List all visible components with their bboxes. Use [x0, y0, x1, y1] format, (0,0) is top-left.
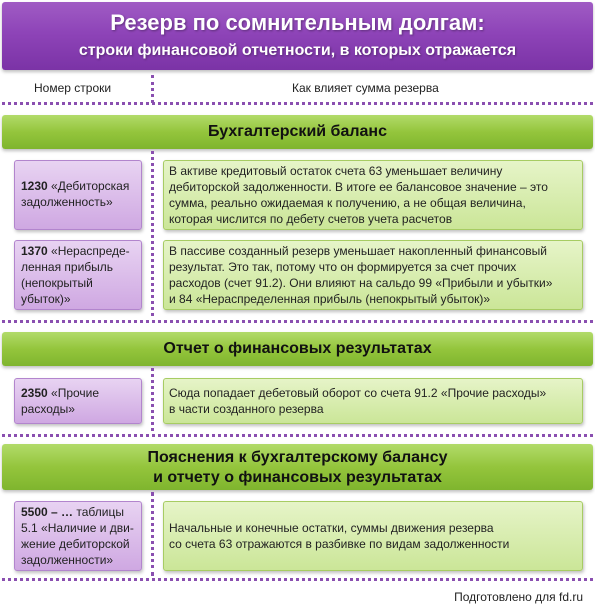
- header-banner: [2, 2, 593, 70]
- description-line: результат. Это так, потому что он формируется за счет прочих: [169, 260, 517, 274]
- description-line: которая числится по дебету счетов учета расчетов: [169, 212, 453, 226]
- effect-description-1370: [163, 240, 583, 310]
- line-name: «Прочие: [51, 386, 100, 400]
- description-line: и 84 «Нераспределенная прибыль (непокрытый убыток)»: [169, 292, 491, 306]
- section-title: Бухгалтерский баланс: [208, 123, 387, 140]
- line-number: 1370: [21, 244, 48, 258]
- description-line: дебиторской задолженности. В итоге ее балансовое значение – это: [169, 180, 548, 194]
- section-title: и отчету о финансовых результатах: [153, 469, 442, 486]
- line-code-1230: [14, 160, 142, 230]
- line-code-5500: [14, 501, 142, 571]
- line-name: задолженности»: [21, 553, 114, 567]
- line-name: убыток)»: [21, 292, 71, 306]
- line-name: «Нераспреде-: [51, 244, 130, 258]
- description-line: В пассиве созданный резерв уменьшает накопленный финансовый: [169, 244, 548, 258]
- column-divider: [151, 368, 154, 431]
- line-name: таблицы: [76, 505, 124, 519]
- separator: [2, 434, 593, 437]
- description-line: со счета 63 отражаются в разбивке по видам задолженности: [169, 537, 510, 551]
- line-name: «Дебиторская: [51, 179, 130, 193]
- effect-description-2350: [163, 378, 583, 424]
- section-balance-sheet: [2, 115, 593, 149]
- line-number: 1230: [21, 179, 48, 193]
- column-header-effect: Как влияет сумма резерва: [292, 81, 439, 95]
- description-line: Сюда попадает дебетовый оборот со счета 91.2 «Прочие расходы»: [169, 386, 547, 400]
- line-name: (непокрытый: [21, 276, 93, 290]
- column-divider: [151, 492, 154, 576]
- line-name: ленная прибыль: [21, 260, 114, 274]
- section-title: Пояснения к бухгалтерскому балансу: [147, 449, 448, 466]
- description-line: Начальные и конечные остатки, суммы движения резерва: [169, 521, 494, 535]
- separator: [2, 578, 593, 581]
- section-income-statement: [2, 332, 593, 366]
- separator: [2, 320, 593, 323]
- line-code-1370: [14, 240, 142, 310]
- description-line: В активе кредитовый остаток счета 63 уменьшает величину: [169, 164, 503, 178]
- page-subtitle: строки финансовой отчетности, в которых отражается: [78, 42, 517, 59]
- line-name: задолженность»: [21, 195, 113, 209]
- effect-description-1230: [163, 160, 583, 230]
- description-line: расходов (счет 91.2). Они влияют на сальдо 99 «Прибыли и убытки»: [169, 276, 553, 290]
- page-title: Резерв по сомнительным долгам:: [110, 10, 485, 35]
- separator: [2, 102, 593, 105]
- line-name: расходы»: [21, 402, 75, 416]
- line-name: жение дебиторской: [21, 537, 130, 551]
- column-divider: [151, 151, 154, 316]
- line-number: 2350: [21, 386, 48, 400]
- column-header-line-number: Номер строки: [34, 81, 112, 95]
- section-explanations: [2, 444, 593, 490]
- footer-credit: Подготовлено для fd.ru: [454, 590, 583, 604]
- description-line: сумма, реально ожидаемая к получению, а не общая величина,: [169, 196, 526, 210]
- description-line: в части созданного резерва: [169, 402, 324, 416]
- column-divider: [151, 75, 154, 103]
- section-title: Отчет о финансовых результатах: [163, 340, 432, 357]
- line-number: 5500 – …: [21, 505, 74, 519]
- line-name: 5.1 «Наличие и дви-: [21, 521, 134, 535]
- effect-description-5500: [163, 501, 583, 571]
- line-code-2350: [14, 378, 142, 424]
